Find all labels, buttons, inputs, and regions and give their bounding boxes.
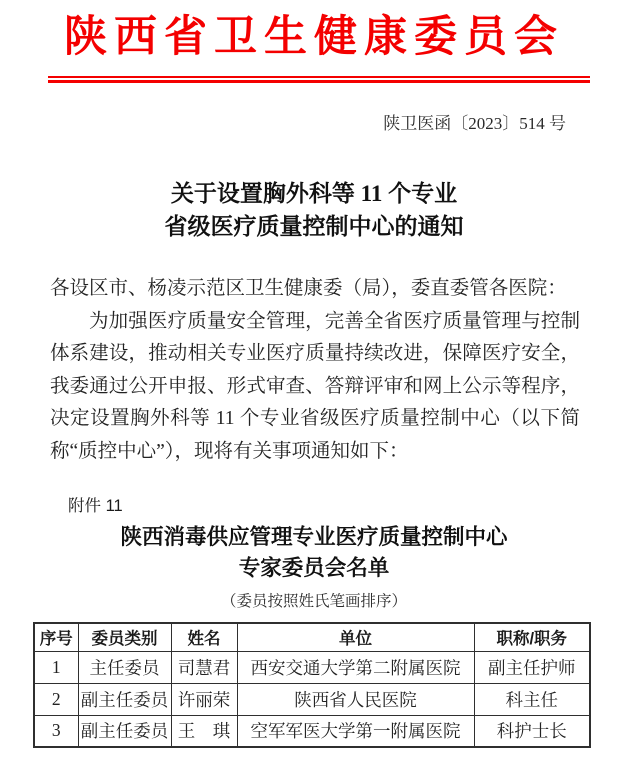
attachment-title: [0, 522, 628, 584]
body-line: 决定设置胸外科等 11 个专业省级医疗质量控制中心（以下简: [50, 408, 580, 429]
col-header-job-title: 职称/职务: [474, 623, 590, 651]
cell-job-title: 科主任: [474, 683, 590, 715]
col-header-unit: 单位: [237, 623, 474, 651]
notice-body: [50, 273, 580, 468]
attachment-title-line1: 陕西消毒供应管理专业医疗质量控制中心: [120, 525, 508, 549]
body-line: 我委通过公开申报、形式审查、答辩评审和网上公示等程序，: [50, 375, 580, 397]
cell-unit: 西安交通大学第二附属医院: [237, 651, 474, 683]
cell-unit: 陕西省人民医院: [237, 683, 474, 715]
attachment-title-line2: 专家委员会名单: [238, 556, 390, 580]
table-row: [34, 683, 590, 715]
cell-name: 王 琪: [171, 715, 237, 747]
cell-index: 2: [34, 683, 78, 715]
cell-member-type: 副主任委员: [78, 683, 171, 715]
cell-job-title: 副主任护师: [474, 651, 590, 683]
col-header-member-type: 委员类别: [78, 623, 171, 651]
attachment-sort-note: （委员按照姓氏笔画排序）: [220, 593, 407, 610]
table-row: [34, 651, 590, 683]
table-row: [34, 715, 590, 747]
cell-member-type: 副主任委员: [78, 715, 171, 747]
notice-title-line1: 关于设置胸外科等 11 个专业: [170, 181, 458, 206]
table-header-row: [34, 623, 590, 651]
cell-name: 许丽荣: [171, 683, 237, 715]
body-line: 体系建设，推动相关专业医疗质量持续改进，保障医疗安全，: [50, 343, 580, 364]
letterhead-divider: [48, 76, 590, 83]
notice-title-line2: 省级医疗质量控制中心的通知: [164, 214, 464, 239]
cell-name: 司慧君: [171, 651, 237, 683]
body-line: 为加强医疗质量安全管理，完善全省医疗质量管理与控制: [89, 310, 580, 332]
col-header-name: 姓名: [171, 623, 237, 651]
cell-index: 1: [34, 651, 78, 683]
letterhead-org-title: 陕西省卫生健康委员会: [64, 14, 564, 61]
notice-title: [0, 177, 628, 243]
attachment-label: 附件 11: [68, 497, 123, 515]
cell-unit: 空军军医大学第一附属医院: [237, 715, 474, 747]
cell-member-type: 主任委员: [78, 651, 171, 683]
committee-table: [33, 622, 591, 748]
doc-number: 陕卫医函〔2023〕514 号: [383, 114, 566, 133]
cell-index: 3: [34, 715, 78, 747]
salutation: 各设区市、杨凌示范区卫生健康委（局），委直委管各医院：: [50, 278, 567, 299]
col-header-index: 序号: [34, 623, 78, 651]
body-line: 称“质控中心”），现将有关事项通知如下：: [50, 440, 409, 462]
cell-job-title: 科护士长: [474, 715, 590, 747]
